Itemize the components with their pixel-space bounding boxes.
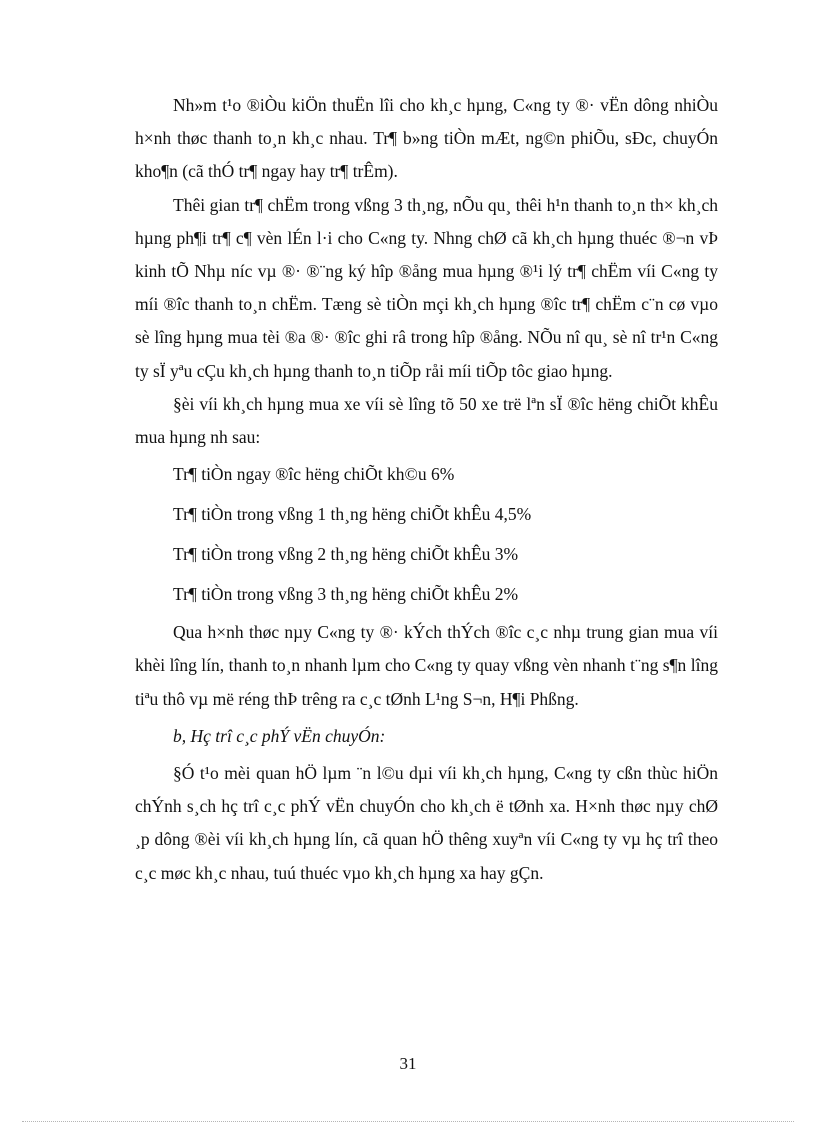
paragraph-discount-effect: Qua h×nh thøc nµy C«ng ty ®· kÝch thÝch ®îc c¸c nhµ trung gian mua víi khèi lîng lín, thanh to¸n nhanh lµm cho C«ng ty quay vßng vèn nhanh t¨ng s¶n lîng tiªu thô vµ më réng thÞ trêng ra c¸c tØnh L¹ng S¬n, H¶i Phßng.	[135, 622, 718, 709]
paragraph-volume-discount-intro: §èi víi kh¸ch hµng mua xe víi sè lîng tõ 50 xe trë lªn sÏ ®îc hëng chiÕt khÊu mua hµng nh sau:	[135, 393, 718, 448]
discount-item: Tr¶ tiÒn trong vßng 1 th¸ng hëng chiÕt khÊu 4,5%	[173, 504, 532, 525]
discount-item: Tr¶ tiÒn trong vßng 3 th¸ng hëng chiÕt khÊu 2%	[173, 584, 519, 605]
paragraph-payment-methods: Nh»m t¹o ®iÒu kiÖn thuËn lîi cho kh¸c hµng, C«ng ty ®· vËn dông nhiÒu h×nh thøc thanh to¸n kh¸c nhau. Tr¶ b»ng tiÒn mÆt, ng©n phiÕu, sÐc, chuyÓn kho¶n (cã thÓ tr¶ ngay hay tr¶ trÊm).	[135, 95, 718, 182]
paragraph-transport-support: §Ó t¹o mèi quan hÖ lµm ¨n l©u dµi víi kh¸ch hµng, C«ng ty cßn thùc hiÖn chÝnh s¸ch hç trî c¸c phÝ vËn chuyÓn cho kh¸ch ë tØnh xa. H×nh thøc nµy chØ ¸p dông ®èi víi kh¸ch hµng lín, cã quan hÖ thêng xuyªn víi C«ng ty vµ hç trî theo c¸c møc kh¸c nhau, tuú thuéc vµo kh¸ch hµng xa hay gÇn.	[135, 763, 718, 883]
paragraph-deferred-payment: Thêi gian tr¶ chËm trong vßng 3 th¸ng, nÕu qu¸ thêi h¹n thanh to¸n th× kh¸ch hµng ph¶i tr¶ c¶ vèn lÉn l·i cho C«ng ty. Nhng chØ cã kh¸ch hµng thuéc ®¬n vÞ kinh tÕ Nhµ níc vµ ®· ®¨ng ký hîp ®ång mua hµng ®¹i lý tr¶ chËm víi C«ng ty míi ®îc thanh to¸n chËm. Tæng sè tiÒn mçi kh¸ch hµng ®îc tr¶ chËm c¨n cø vµo sè lîng hµng mua tèi ®a ®· ®îc ghi râ trong hîp ®ång. NÕu nî qu¸ sè nî tr¹n C«ng ty sÏ yªu cÇu kh¸ch hµng thanh to¸n tiÕp råi míi tiÕp tôc giao hµng.	[135, 194, 718, 381]
discount-item: Tr¶ tiÒn ngay ®îc hëng chiÕt kh©u 6%	[173, 464, 455, 485]
page-number: 31	[399, 1054, 417, 1073]
body-text	[135, 89, 718, 890]
page-bottom-divider	[22, 1121, 794, 1122]
section-heading: b, Hç trî c¸c phÝ vËn chuyÓn:	[173, 725, 386, 746]
discount-item: Tr¶ tiÒn trong vßng 2 th¸ng hëng chiÕt khÊu 3%	[173, 544, 519, 565]
